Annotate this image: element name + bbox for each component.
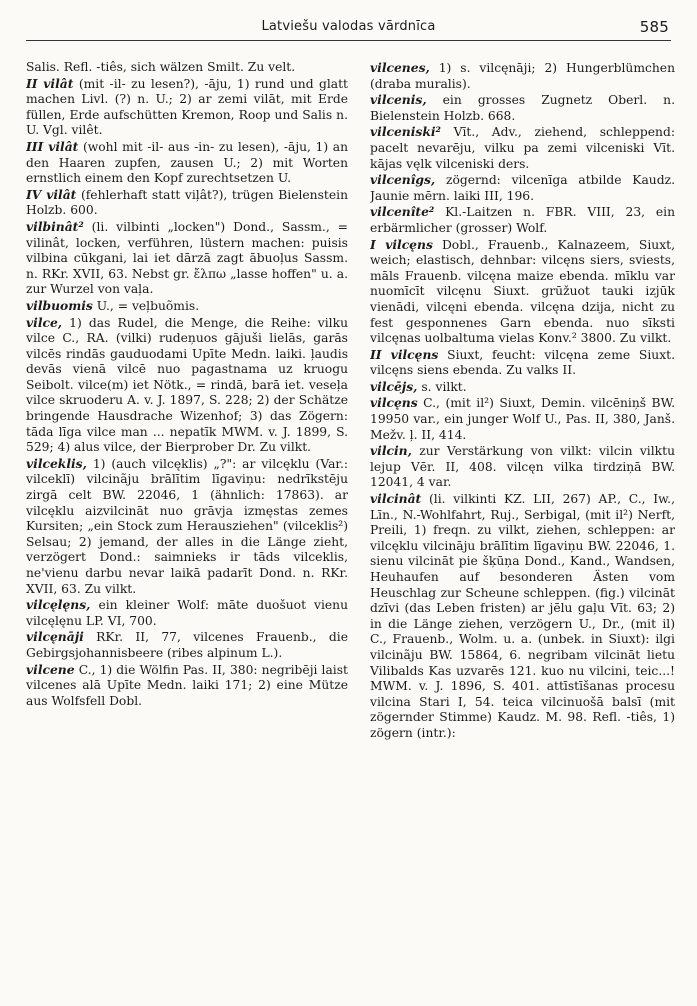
entry-body: Vīt., Adv., ziehend, schleppend: pacelt nevarēju, vilku pa zemi vilceniski Vīt. kājas vęlk vilceniski ders.	[370, 125, 675, 171]
entry-headword: vilcęnāji	[26, 629, 84, 645]
entry-body: (mit -il- zu lesen?), -āju, 1) rund und glatt machen Livl. (?) n. U.; 2) ar zemi vilāt, mit Erde füllen, Erde aufschütten Kremon, Roop und Salis n. U. Vgl. vilêt.	[26, 76, 348, 138]
entry-body: Salis. Refl. -tiês, sich wälzen Smilt. Zu velt.	[26, 60, 296, 74]
entry-body: ein kleiner Wolf: māte duošuot vienu vilcęlęnu LP. VI, 700.	[26, 598, 348, 628]
entry-headword: vilceklis,	[26, 455, 87, 471]
entry-body: zur Verstärkung von vilkt: vilcin vilktu lejup Vēr. II, 408. vilcęn vilka tirdziņā BW. 12041, 4 var.	[370, 444, 675, 490]
entry-headword: vilcējs,	[370, 378, 418, 394]
entry-body: 1) s. vilcęnāji; 2) Hungerblümchen (draba muralis).	[370, 61, 675, 91]
dictionary-entry	[370, 379, 675, 396]
dictionary-entry	[370, 92, 675, 124]
page-title: Latviešu valodas vārdnīca	[261, 18, 436, 34]
entry-headword: vilcinât	[370, 491, 422, 507]
dictionary-entry	[26, 629, 348, 661]
dictionary-entry	[26, 298, 348, 315]
dictionary-entry	[370, 395, 675, 443]
entry-headword: II vilcęns	[370, 346, 439, 362]
dictionary-entry	[26, 187, 348, 219]
entry-headword: II vilât	[26, 75, 74, 91]
entry-body: 1) (auch vilcęklis) „?": ar vilcęklu (Var.: vilceklī) vilcinãju brālītim līgaviņu: nedrīkstēju zirgā celt BW. 22046, 1 (ähnlich: 17863). ar vilcęklu aizvilcināt nuo grāvja izmęstas zemes Kursiten; „ein Stock zum Herausziehen" (vilceklis²) Selsau; 2) jemand, der alles in die Länge zieht, verzögert Dond.: saimnieks ir tāds vilceklis, ne'vienu darbu nevar laikā padarīt Dond. n. RKr. XVII, 63. Zu vilkt.	[26, 456, 348, 596]
left-column	[26, 60, 348, 998]
dictionary-entry	[370, 124, 675, 172]
dictionary-entry	[26, 76, 348, 139]
dictionary-entry	[370, 491, 675, 742]
entry-body: Kl.-Laitzen n. FBR. VIII, 23, ein erbärmlicher (grosser) Wolf.	[370, 205, 675, 235]
entry-body: (li. vilkinti KZ. LII, 267) AP., C., Iw., Līn., N.-Wohlfahrt, Ruj., Serbigal, (mit il²) Nerft, Preili, 1) freqn. zu vilkt, ziehen, schleppen: ar vilcęklu vilcināju brālītim līgaviņu BW. 22046, 1. sienu vilcināt pie šķūņa Dond., Kand., Wandsen, Heuhaufen auf besonderen Ästen vom Heuschlag zur Scheune schleppen. (fig.) vilcināt dzīvi (das Leben fristen) ar jēlu gaļu Vīt. 63; 2) in die Länge ziehen, verzögern U., Dr., (mit il) C., Frauenb., Wolm. u. a. (unbek. in Siuxt): ilgi vilcinãju BW. 15864, 6. negribam vilcināt lietu Vilibalds Kas uzvarēs 121. kuo nu vilcini, teic...! MWM. v. J. 1896, S. 401. attīstīšanas procesu vilcina Stari I, 54. teica vilcinuošā balsī (mit zögernder Stimme) Kaudz. M. 98. Refl. -tiês, 1) zögern (intr.):	[370, 492, 675, 740]
entry-headword: III vilât	[26, 138, 79, 154]
entry-headword: vilcęlęns,	[26, 597, 91, 613]
entry-headword: vilcęns	[370, 395, 418, 411]
dictionary-entry	[370, 443, 675, 491]
entry-headword: vilce,	[26, 314, 63, 330]
dictionary-entry	[370, 237, 675, 347]
dictionary-entry	[370, 60, 675, 92]
entry-body: 1) das Rudel, die Menge, die Reihe: vilku vilce C., RA. (vilki) rudeņuos gājuši lielās, garās vilcēs rindās gauduodami Upīte Medn. laiki. ļaudis devās vienā vilcē nuo pagastnama uz kruogu Seibolt. vilce(m) iet Nötk., = rindā, barā iet. veseļa vilce skruoderu A. v. J. 1897, S. 228; 2) der Schätze bringende Hausdrache Wizenhof; 3) das Zögern: tāda līga vilce man ... nepatīk MWM. v. J. 1899, S. 529; 4) alus vilce, der Bierprober Dr. Zu vilkt.	[26, 315, 348, 455]
entry-headword: IV vilât	[26, 186, 77, 202]
entry-headword: vilbuomis	[26, 297, 93, 313]
entry-headword: vilcenîte²	[370, 204, 435, 220]
dictionary-entry	[370, 172, 675, 204]
entry-headword: vilcenis,	[370, 92, 427, 108]
entry-body: (fehlerhaft statt viļât?), trügen Bielenstein Holzb. 600.	[26, 187, 348, 218]
entry-body: zögernd: vilcenīga atbilde Kaudz. Jaunie mērn. laiki III, 196.	[370, 173, 675, 203]
dictionary-entry	[26, 315, 348, 456]
dictionary-entry	[26, 139, 348, 187]
entry-headword: I vilcęns	[370, 236, 433, 252]
entry-headword: vilbinât²	[26, 218, 84, 234]
entry-headword: vilcenes,	[370, 60, 430, 75]
entry-headword: vilcene	[26, 661, 75, 677]
entry-body: (li. vilbinti „locken") Dond., Sassm., = vilinât, locken, verführen, lüstern machen: puisis vilbina cūkgani, lai iet dārzā zagt ābuoļus Sassm. n. RKr. XVII, 63. Nebst gr. ἔλπω „lasse hoffen" u. a. zur Wurzel von vaļa.	[26, 219, 348, 297]
entry-headword: vilceniski²	[370, 124, 441, 140]
entry-body: RKr. II, 77, vilcenes Frauenb., die Gebirgsjohannisbeere (ribes alpinum L.).	[26, 630, 348, 660]
entry-body: Dobl., Frauenb., Kalnazeem, Siuxt, weich; elastisch, dehnbar: vilcęns siers, sviests, māls Frauenb. vilcęna maize ebenda. mīklu var nuomīcīt vilcęnu Siuxt. grūžuot tauki izjūk vienādi, vilcęni ebenda. vilcęna dzija, nicht zu fest gesponnenes Garn ebenda. nuo sīksti vilcęnas uolbaltuma vielas Konv.² 3800. Zu vilkt.	[370, 237, 675, 346]
entry-body: Siuxt, feucht: vilcęna zeme Siuxt. vilcęns siens ebenda. Zu valks II.	[370, 347, 675, 378]
dictionary-entry	[26, 597, 348, 629]
entry-body: ein grosses Zugnetz Oberl. n. Bielenstein Holzb. 668.	[370, 93, 675, 123]
entry-headword: vilcin,	[370, 443, 412, 459]
entry-headword: vilcenîgs,	[370, 172, 436, 188]
page-header	[26, 12, 671, 41]
dictionary-entry	[26, 456, 348, 597]
entry-body: s. vilkt.	[421, 379, 467, 394]
entry-body: C., 1) die Wölfin Pas. II, 380: negribēji laist vilcenes alā Upīte Medn. laiki 171; 2) eine Mütze aus Wolfsfell Dobl.	[26, 662, 348, 708]
dictionary-entry	[26, 60, 348, 76]
dictionary-entry	[370, 204, 675, 236]
page-number: 585	[639, 18, 669, 36]
entry-body: U., = veļbuõmis.	[96, 298, 200, 313]
entry-body: C., (mit il²) Siuxt, Demin. vilcēniņš BW. 19950 var., ein junger Wolf U., Pas. II, 380, Janš. Mežv. ļ. II, 414.	[370, 396, 675, 442]
right-column	[370, 60, 675, 998]
dictionary-entry	[26, 662, 348, 710]
dictionary-entry	[26, 219, 348, 298]
dictionary-entry	[370, 347, 675, 379]
entry-body: (wohl mit -il- aus -in- zu lesen), -āju, 1) an den Haaren zupfen, zausen U.; 2) mit Worten ernstlich einem den Kopf zurechtsetzen U.	[26, 139, 348, 186]
